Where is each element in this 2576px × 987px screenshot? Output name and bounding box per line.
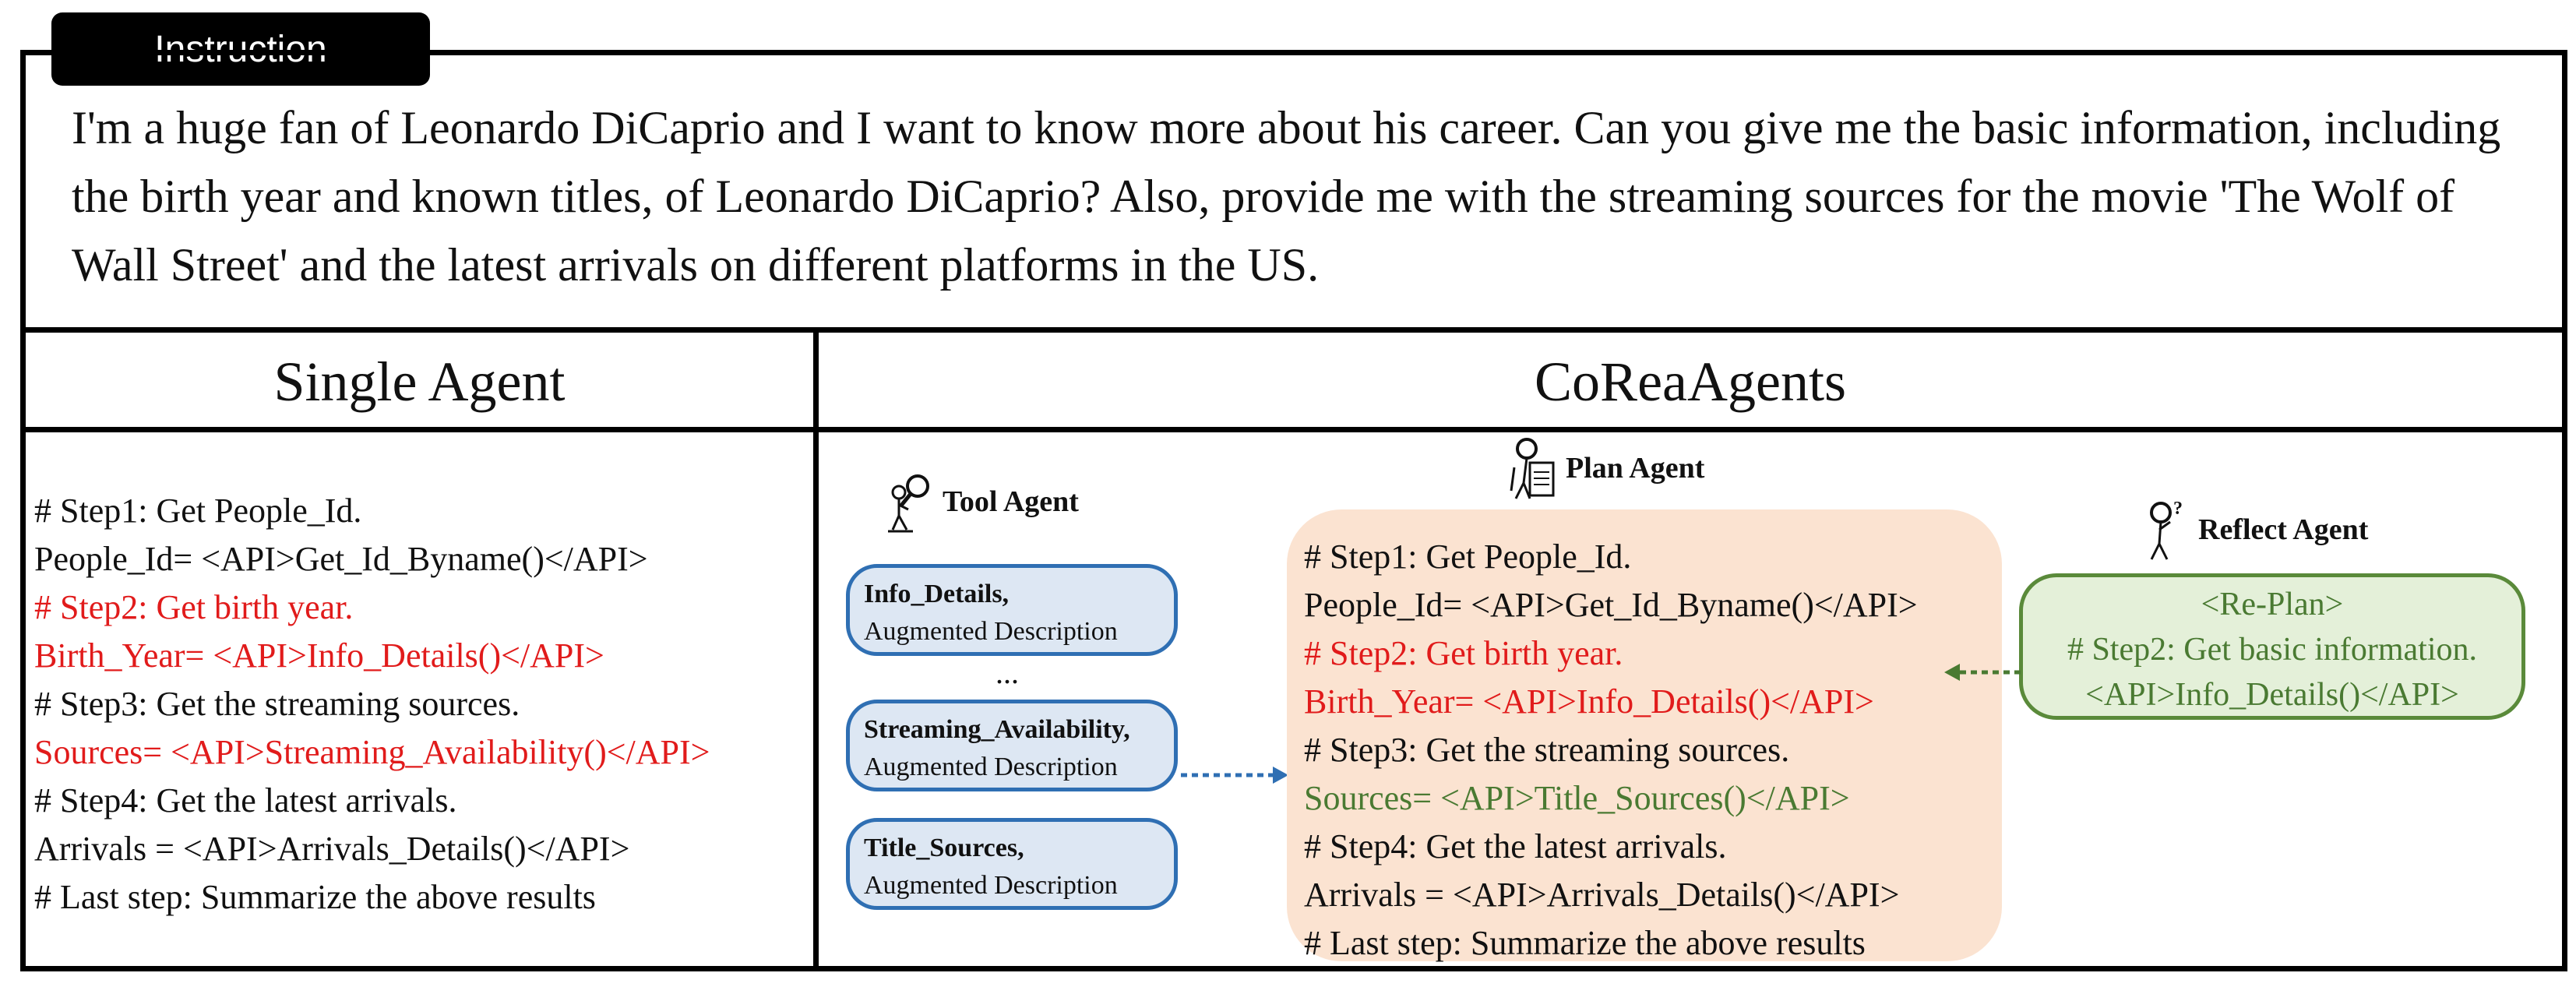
single-step-line: # Step2: Get birth year. [34, 588, 354, 626]
divider-instruction [20, 327, 2567, 333]
plan-step-line: # Last step: Summarize the above results [1304, 924, 1866, 962]
reflect-agent-label-text: Reflect Agent [2198, 513, 2369, 546]
tool-desc: Augmented Description [864, 753, 1118, 781]
single-step-line: # Last step: Summarize the above results [34, 878, 596, 916]
plan-step-line: # Step3: Get the streaming sources. [1304, 731, 1790, 769]
reflect-line: <Re-Plan> [2201, 587, 2344, 622]
tool-desc: Augmented Description [864, 617, 1118, 646]
plan-step-line: # Step4: Get the latest arrivals. [1304, 827, 1727, 865]
reflect-agent-label [2144, 499, 2368, 561]
clipboard-figure-icon [1506, 436, 1558, 500]
tool-box-title-sources [846, 818, 1178, 910]
instruction-tab: Instruction [51, 12, 430, 86]
single-agent-steps [34, 487, 710, 922]
tool-name: Title_Sources, [864, 834, 1024, 862]
tool-box-streaming-availability [846, 700, 1178, 791]
single-agent-title: Single Agent [273, 350, 566, 413]
single-step-line: # Step3: Get the streaming sources. [34, 685, 520, 723]
reflect-line: <API>Info_Details()</API> [2085, 677, 2459, 713]
single-step-line: # Step1: Get People_Id. [34, 492, 362, 530]
reflect-to-plan-arrow [1943, 661, 2024, 684]
tool-name: Streaming_Availability, [864, 715, 1130, 744]
single-step-line: Birth_Year= <API>Info_Details()</API> [34, 636, 604, 675]
tool-ellipsis: ... [996, 655, 1019, 690]
tool-name: Info_Details, [864, 580, 1010, 608]
single-step-line: People_Id= <API>Get_Id_Byname()</API> [34, 540, 648, 578]
single-step-line: Sources= <API>Streaming_Availability()</API> [34, 733, 710, 771]
divider-columns [813, 327, 819, 971]
corea-agents-title: CoReaAgents [1535, 350, 1846, 413]
magnifier-figure-icon [886, 471, 935, 533]
thinking-figure-icon [2144, 499, 2190, 561]
tool-to-plan-arrow [1181, 763, 1290, 787]
instruction-text: I'm a huge fan of Leonardo DiCaprio and I want to know more about his career. Can you give me the basic information, including the birth year and known titles, of Leonardo DiCaprio? Also, provide me with the streaming sources for the movie 'The Wolf of Wall Street' and the latest arrivals on different platforms in the US. [72, 102, 2501, 291]
plan-step-line: # Step1: Get People_Id. [1304, 538, 1632, 576]
plan-agent-label [1506, 436, 1704, 500]
plan-agent-label-text: Plan Agent [1566, 452, 1705, 485]
reflect-agent-box [2019, 573, 2525, 720]
tool-desc: Augmented Description [864, 871, 1118, 900]
svg-text:?: ? [2173, 499, 2183, 519]
tool-box-info-details [846, 564, 1178, 656]
reflect-line: # Step2: Get basic information. [2067, 632, 2478, 668]
tool-agent-label [886, 471, 1079, 533]
plan-step-line: Arrivals = <API>Arrivals_Details()</API> [1304, 876, 1900, 914]
plan-step-line: People_Id= <API>Get_Id_Byname()</API> [1304, 586, 1918, 624]
plan-step-line: Sources= <API>Title_Sources()</API> [1304, 779, 1850, 817]
single-step-line: Arrivals = <API>Arrivals_Details()</API> [34, 830, 630, 868]
plan-agent-steps [1304, 533, 1918, 968]
plan-step-line: Birth_Year= <API>Info_Details()</API> [1304, 682, 1874, 721]
plan-step-line: # Step2: Get birth year. [1304, 634, 1623, 672]
tool-agent-label-text: Tool Agent [943, 485, 1079, 518]
single-step-line: # Step4: Get the latest arrivals. [34, 781, 457, 820]
